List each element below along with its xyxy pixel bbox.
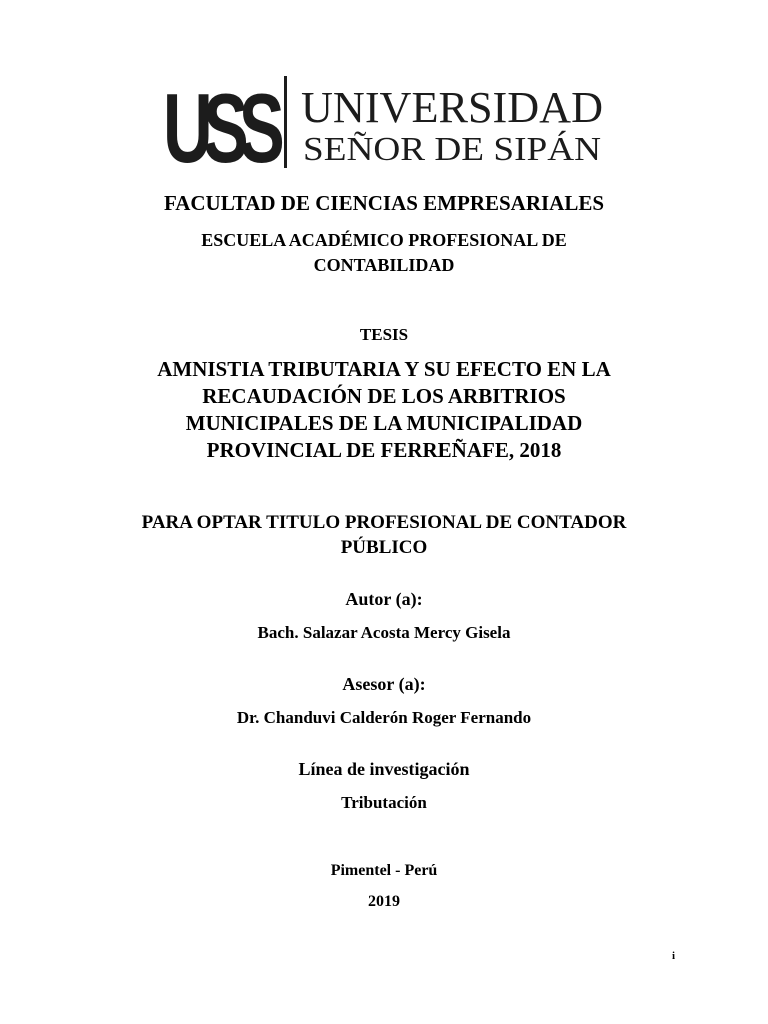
logo-line-1: UNIVERSIDAD: [301, 83, 603, 132]
school-line-1: ESCUELA ACADÉMICO PROFESIONAL DE: [201, 230, 567, 250]
faculty-name: FACULTAD DE CIENCIAS EMPRESARIALES: [163, 191, 605, 215]
thesis-title-line-2: RECAUDACIÓN DE LOS ARBITRIOS: [202, 384, 566, 408]
advisor-name: Dr. Chanduvi Calderón Roger Fernando: [236, 708, 532, 727]
research-line-label: Línea de investigación: [298, 759, 470, 779]
author-label: Autor (a):: [345, 589, 423, 609]
purpose-line-1: PARA OPTAR TITULO PROFESIONAL DE CONTADOR: [141, 512, 627, 533]
page-number: i: [672, 950, 676, 962]
logo-line-2: SEÑOR DE SIPÁN: [303, 131, 601, 168]
thesis-title-line-4: PROVINCIAL DE FERREÑAFE, 2018: [206, 438, 562, 462]
purpose-line-2: PÚBLICO: [340, 537, 428, 558]
place: Pimentel - Perú: [330, 862, 438, 879]
school-line-2: CONTABILIDAD: [313, 255, 455, 275]
year: 2019: [368, 893, 400, 910]
research-line-value: Tributación: [341, 793, 427, 812]
thesis-title-line-3: MUNICIPALES DE LA MUNICIPALIDAD: [185, 411, 583, 435]
university-logo: [163, 76, 608, 168]
advisor-label: Asesor (a):: [342, 674, 426, 694]
logo-monogram: USS: [163, 76, 283, 168]
author-name: Bach. Salazar Acosta Mercy Gisela: [257, 623, 511, 642]
document-type: TESIS: [359, 325, 409, 344]
thesis-title-line-1: AMNISTIA TRIBUTARIA Y SU EFECTO EN LA: [157, 357, 611, 381]
logo-divider: [284, 76, 287, 168]
